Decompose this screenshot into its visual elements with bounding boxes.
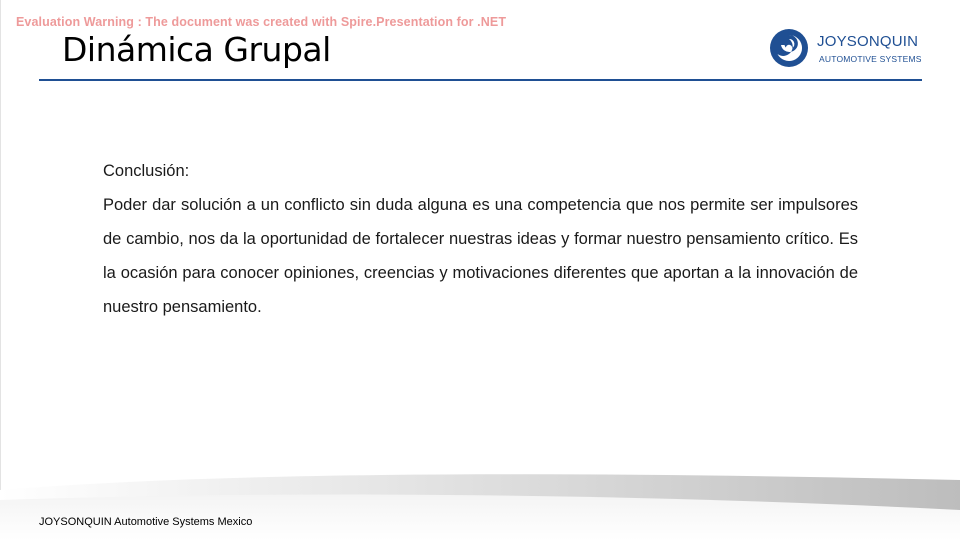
content-paragraph: Poder dar solución a un conflicto sin duda alguna es una competencia que nos permite ser impulsores de cambio, nos da la oportunidad de fortalecer nuestras ideas y formar nuestro pensamiento crítico. Es la ocasión para conocer opiniones, creencias y motivaciones diferentes que aportan a la innovación de nuestro pensamiento.: [103, 196, 858, 316]
footer-wave: [0, 460, 960, 540]
logo-name: JOYSONQUIN: [817, 33, 919, 50]
joysonquin-swirl-icon: [769, 28, 809, 68]
slide-edge: [0, 0, 1, 540]
content-block: [103, 154, 858, 324]
footer-text: JOYSONQUIN Automotive Systems Mexico: [39, 516, 253, 528]
company-logo: [769, 28, 929, 68]
evaluation-watermark: Evaluation Warning : The document was created with Spire.Presentation for .NET: [16, 15, 507, 29]
title-divider: [39, 79, 922, 81]
page-title: Dinámica Grupal: [62, 30, 331, 69]
content-heading: Conclusión:: [103, 162, 190, 180]
logo-subtitle: AUTOMOTIVE SYSTEMS: [819, 54, 922, 64]
